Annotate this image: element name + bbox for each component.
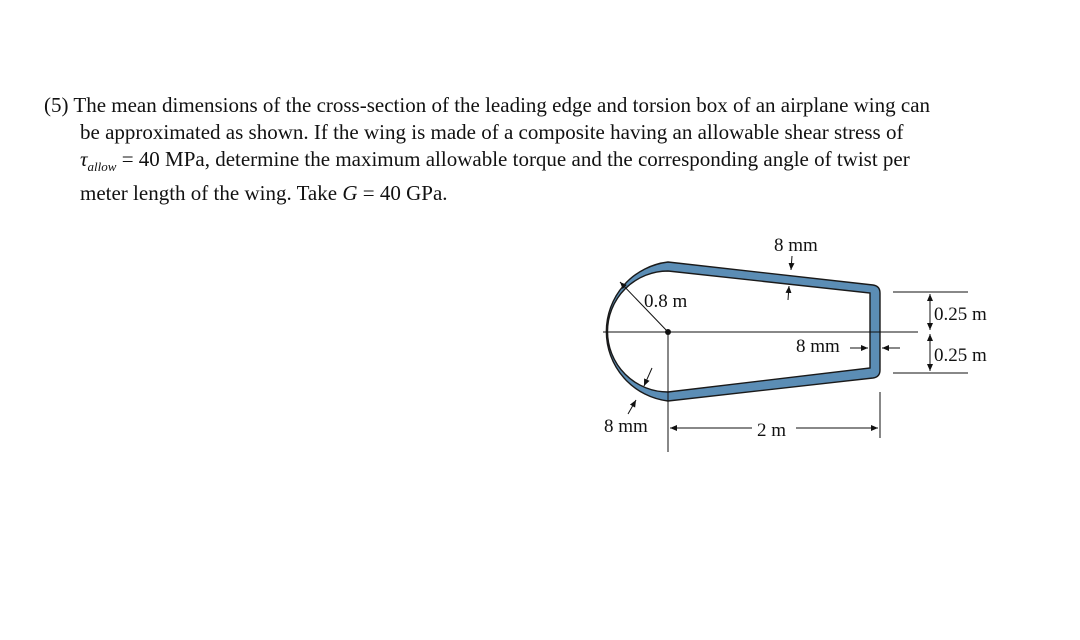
problem-text-4b: = 40 GPa. [357,181,448,206]
top-thickness-label: 8 mm [774,235,818,256]
bottom-thickness-arrow-outer [628,400,636,414]
problem-text-4a: meter length of the wing. Take [80,181,343,206]
tau-symbol: τ [80,147,88,171]
radius-label: 0.8 m [644,291,688,312]
tau-subscript: allow [87,159,117,175]
shear-modulus-symbol: G [342,181,358,206]
bottom-thickness-arrow-inner [644,368,652,386]
problem-text-3: = 40 MPa, determine the maximum allowable torque and the corresponding angle of twist per [116,147,910,171]
problem-number: (5) [44,93,69,117]
right-thickness-label: 8 mm [796,336,840,357]
length-label: 2 m [757,420,787,441]
top-thickness-arrow-upper [791,256,792,270]
bottom-thickness-label: 8 mm [604,416,648,437]
top-thickness-arrow-lower [788,286,789,300]
problem-text-1: The mean dimensions of the cross-section of the leading edge and torsion box of an airplane wing can [73,93,931,117]
lower-height-label: 0.25 m [934,345,987,366]
problem-line-2: be approximated as shown. If the wing is made of a composite having an allowable shear stress of [80,120,904,144]
upper-height-label: 0.25 m [934,304,987,325]
